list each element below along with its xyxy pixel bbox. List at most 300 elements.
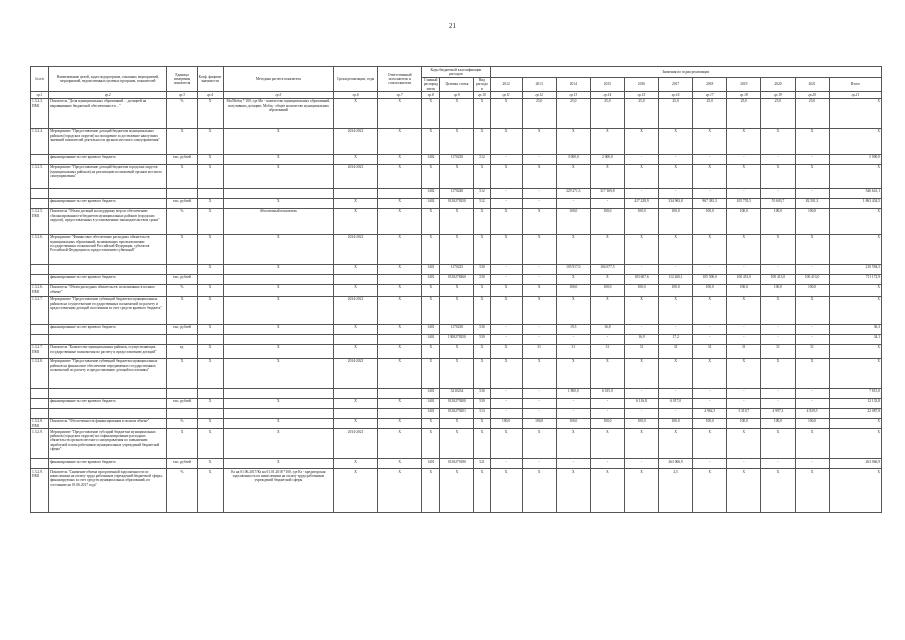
row-kbk-gr: 1402: [422, 188, 440, 198]
row-num: [31, 264, 49, 274]
column-number: гр.5: [223, 92, 333, 98]
row-year-value: -: [761, 398, 795, 408]
table-row: [31, 469, 882, 513]
row-method: Х: [223, 418, 333, 429]
column-number: гр.12: [522, 92, 556, 98]
row-year-value: Х: [659, 429, 693, 459]
row-year-value: -: [556, 408, 590, 418]
row-year-value: 4 962,5: [693, 408, 727, 418]
row-year-value: -: [522, 198, 556, 208]
row-kbk-gr: Х: [422, 358, 440, 388]
row-term: Х: [334, 198, 378, 208]
row-num: 1.3.2.8.: [31, 358, 49, 388]
row-year-value: Х: [761, 164, 795, 188]
column-number: гр.10: [474, 92, 490, 98]
header-kbk-cs: Целевая статья: [440, 77, 474, 92]
row-coef: Х: [197, 469, 223, 513]
table-row: [31, 208, 882, 234]
row-year-value: 5 310,7: [727, 408, 761, 418]
row-year-value: 100,0: [556, 418, 590, 429]
row-kbk-vr: 530: [474, 264, 490, 274]
row-year-value: 25,0: [727, 98, 761, 128]
row-resp: Х: [378, 154, 422, 164]
row-resp: Х: [378, 284, 422, 296]
row-year-value: 100,0: [659, 208, 693, 234]
row-total: 5 000,0: [829, 154, 881, 164]
row-term: Х: [334, 208, 378, 234]
row-year-value: 100,0: [659, 284, 693, 296]
row-kbk-cs: Х: [440, 344, 474, 358]
row-kbk-vr: 530: [474, 324, 490, 334]
row-unit: %: [167, 208, 197, 234]
row-method: Х: [223, 459, 333, 469]
row-year-value: 2 000,0: [590, 154, 624, 164]
row-kbk-vr: Х: [474, 234, 490, 264]
row-year-value: -: [590, 408, 624, 418]
row-num: [31, 188, 49, 198]
row-unit: Х: [167, 296, 197, 324]
row-year-value: -: [624, 154, 658, 164]
row-year-value: 100,0: [590, 284, 624, 296]
column-number: гр.6: [334, 92, 378, 98]
row-year-value: -: [624, 264, 658, 274]
row-coef: Х: [197, 358, 223, 388]
row-coef: Х: [197, 234, 223, 264]
row-total: 263 066,9: [829, 459, 881, 469]
row-kbk-gr: 1401: [422, 398, 440, 408]
row-year-value: 100,0: [795, 208, 829, 234]
row-name: Мероприятие "Предоставление дотаций бюджетам муниципальных районов (городских округов) на поощрение за достижение наилучших значений показателей деятельности органов местного самоуправления": [49, 128, 167, 154]
row-year-value: Х: [727, 429, 761, 459]
column-number: гр.19: [761, 92, 795, 98]
row-year-value: -: [590, 198, 624, 208]
row-method: Х: [223, 358, 333, 388]
row-year-value: 100,0: [727, 418, 761, 429]
header-row: [31, 67, 882, 78]
row-year-value: -: [522, 334, 556, 344]
row-name: финансирование за счет краевого бюджета: [49, 398, 167, 408]
row-term: Х: [334, 264, 378, 274]
row-coef: Х: [197, 264, 223, 274]
row-resp: Х: [378, 429, 422, 459]
row-num: [31, 154, 49, 164]
row-resp: [378, 388, 422, 398]
row-total: 546 641,1: [829, 188, 881, 198]
row-num: 1.3.2.6. ПМ1: [31, 284, 49, 296]
row-year-value: -: [522, 398, 556, 408]
row-year-value: -: [761, 459, 795, 469]
row-resp: Х: [378, 418, 422, 429]
row-term: Х: [334, 344, 378, 358]
row-kbk-gr: Х: [422, 164, 440, 188]
row-term: [334, 334, 378, 344]
row-year-value: Х: [522, 284, 556, 296]
row-total: 1 863 434,5: [829, 198, 881, 208]
row-year-value: 25,0: [590, 98, 624, 128]
row-year-value: -: [795, 324, 829, 334]
row-unit: %: [167, 418, 197, 429]
header-year: 2018: [693, 77, 727, 92]
row-year-value: Х: [490, 296, 522, 324]
row-coef: Х: [197, 398, 223, 408]
header-coef: Коэф. фициент значимости: [197, 67, 223, 92]
row-year-value: -: [795, 398, 829, 408]
row-kbk-cs: Х: [440, 284, 474, 296]
row-year-value: Х: [490, 469, 522, 513]
table-row: [31, 398, 882, 408]
row-kbk-vr: 512: [474, 154, 490, 164]
row-coef: [197, 274, 223, 284]
row-unit: тыс. рублей: [167, 459, 197, 469]
row-year-value: Х: [590, 274, 624, 284]
row-term: [334, 188, 378, 198]
row-year-value: -: [693, 459, 727, 469]
row-year-value: -: [556, 334, 590, 344]
header-year: 2017: [659, 77, 693, 92]
row-year-value: Х: [761, 358, 795, 388]
row-unit: Х: [167, 164, 197, 188]
row-year-value: Х: [761, 234, 795, 264]
row-year-value: -: [556, 398, 590, 408]
row-year-value: -: [556, 198, 590, 208]
row-year-value: 100 413,0: [795, 274, 829, 284]
header-total: Итого: [829, 77, 881, 92]
row-kbk-gr: 1401: [422, 274, 440, 284]
row-resp: Х: [378, 344, 422, 358]
row-term: 2014-2021: [334, 164, 378, 188]
row-year-value: 100,0: [490, 418, 522, 429]
row-year-value: -: [590, 334, 624, 344]
row-total: Х: [829, 296, 881, 324]
row-year-value: -: [727, 388, 761, 398]
row-coef: [197, 408, 223, 418]
column-number: гр.9: [440, 92, 474, 98]
row-year-value: Х: [795, 296, 829, 324]
row-resp: Х: [378, 296, 422, 324]
row-year-value: Х: [659, 164, 693, 188]
table-row: [31, 274, 882, 284]
row-year-value: 25,0: [795, 98, 829, 128]
row-year-value: 100,0: [522, 418, 556, 429]
row-resp: [378, 274, 422, 284]
row-year-value: 104 677,5: [590, 264, 624, 274]
row-year-value: Х: [556, 128, 590, 154]
row-year-value: -: [795, 459, 829, 469]
row-kbk-cs: 0130279201: [440, 408, 474, 418]
row-year-value: Х: [490, 208, 522, 234]
row-total: Х: [829, 358, 881, 388]
row-num: 1.3.2.7.: [31, 296, 49, 324]
row-year-value: Х: [624, 296, 658, 324]
row-method: Х: [223, 324, 333, 334]
indicators-table: [30, 66, 882, 513]
header-method: Методика расчета показателя: [223, 67, 333, 92]
row-year-value: 16,8: [590, 324, 624, 334]
row-year-value: 31: [624, 344, 658, 358]
row-year-value: -: [490, 274, 522, 284]
row-year-value: 100,0: [693, 208, 727, 234]
row-year-value: Х: [693, 429, 727, 459]
header-year: 2016: [624, 77, 658, 92]
row-year-value: Х: [522, 164, 556, 188]
row-num: [31, 324, 49, 334]
row-year-value: Х: [659, 358, 693, 388]
row-coef: Х: [197, 98, 223, 128]
row-name: [49, 264, 167, 274]
header-kbk-gr: Главный распорядитель: [422, 77, 440, 92]
row-kbk-gr: Х: [422, 128, 440, 154]
row-term: [334, 408, 378, 418]
row-kbk-vr: 521: [474, 459, 490, 469]
row-year-value: -: [761, 388, 795, 398]
row-resp: Х: [378, 234, 422, 264]
row-kbk-gr: 1401: [422, 459, 440, 469]
row-year-value: 25,0: [624, 98, 658, 128]
row-kbk-cs: Х: [440, 98, 474, 128]
row-name: финансирование за счет краевого бюджета: [49, 274, 167, 284]
row-year-value: 100,0: [624, 418, 658, 429]
header-unit: Единица измерения показателя: [167, 67, 197, 92]
row-year-value: 100,0: [693, 418, 727, 429]
row-year-value: 17,2: [659, 334, 693, 344]
row-year-value: Х: [522, 128, 556, 154]
table-row: [31, 358, 882, 388]
table-row: [31, 296, 882, 324]
row-method: Х: [223, 284, 333, 296]
row-kbk-vr: 530: [474, 398, 490, 408]
header-year: 2015: [590, 77, 624, 92]
row-year-value: -: [490, 388, 522, 398]
row-year-value: 25,0: [761, 98, 795, 128]
row-year-value: 31: [522, 344, 556, 358]
row-year-value: 25,0: [659, 98, 693, 128]
row-kbk-cs: 0130279250: [440, 198, 474, 208]
row-year-value: 100 451,0: [727, 274, 761, 284]
row-coef: Х: [197, 154, 223, 164]
row-year-value: 31: [590, 344, 624, 358]
row-total: 12 133,8: [829, 398, 881, 408]
row-year-value: -: [693, 264, 727, 274]
column-number: гр.11: [490, 92, 522, 98]
row-year-value: 100,0: [693, 284, 727, 296]
row-total: Х: [829, 284, 881, 296]
row-kbk-gr: Х: [422, 98, 440, 128]
row-year-value: -: [727, 154, 761, 164]
row-num: [31, 388, 49, 398]
row-name: [49, 188, 167, 198]
row-term: Х: [334, 418, 378, 429]
row-kbk-gr: 1401: [422, 388, 440, 398]
row-year-value: 31: [795, 344, 829, 358]
row-year-value: -: [693, 334, 727, 344]
row-method: Кз на 01.06.2017/Кз на 01.01.2018 *100, где Кз - кредиторская задолженность по начислениям на оплату труда работников учреждений бюджетной сферы: [223, 469, 333, 513]
row-year-value: Х: [624, 429, 658, 459]
row-year-value: Х: [795, 164, 829, 188]
row-total: Х: [829, 429, 881, 459]
row-year-value: 100,0: [795, 418, 829, 429]
row-year-value: -: [556, 459, 590, 469]
header-term: Сроки реализации, годы: [334, 67, 378, 92]
column-number: гр.8: [422, 92, 440, 98]
row-term: Х: [334, 154, 378, 164]
header-kbk-vr: Вид расходов: [474, 77, 490, 92]
row-year-value: -: [490, 264, 522, 274]
row-kbk-cs: 1300279250: [440, 334, 474, 344]
row-year-value: Х: [522, 429, 556, 459]
table-row: [31, 154, 882, 164]
row-year-value: Х: [761, 296, 795, 324]
row-year-value: Х: [556, 469, 590, 513]
row-name: Показатель "Объем дотаций на поддержку мер по обеспечению сбалансированности бюджетов муниципальных районов (городских округов), предоставленных в установленные законодательством сроки": [49, 208, 167, 234]
row-kbk-vr: 512: [474, 188, 490, 198]
row-term: 2014-2021: [334, 358, 378, 388]
row-year-value: -: [659, 264, 693, 274]
row-name: Мероприятие "Предоставление дотаций бюджетам городских округов (муниципальных районов) на реализацию полномочий органов местного самоуправления": [49, 164, 167, 188]
row-name: [49, 388, 167, 398]
row-year-value: -: [693, 154, 727, 164]
row-method: Мо/Мобщ * 100, где Мо - количество муниципальных образований, получивших дотацию; Мобщ - общее количество муниципальных образований: [223, 98, 333, 128]
row-term: Х: [334, 398, 378, 408]
row-year-value: Х: [795, 358, 829, 388]
row-year-value: Х: [727, 358, 761, 388]
row-year-value: -: [693, 324, 727, 334]
row-method: [223, 408, 333, 418]
row-kbk-vr: 530: [474, 388, 490, 398]
row-total: Х: [829, 164, 881, 188]
page-number: 21: [449, 22, 456, 30]
row-year-value: Х: [490, 128, 522, 154]
table-row: [31, 98, 882, 128]
row-num: 1.3.2.9. ПМ1: [31, 469, 49, 513]
row-num: [31, 408, 49, 418]
row-name: Мероприятие "Предоставление субвенций бюджетам муниципальных районов на осуществление государственных полномочий по расчету и предоставлению дотаций поселениям за счет средств краевого бюджета": [49, 296, 167, 324]
header-year: 2013: [522, 77, 556, 92]
row-method: Х: [223, 264, 333, 274]
column-number: гр.3: [167, 92, 197, 98]
row-unit: Х: [167, 128, 197, 154]
header-resp: Ответственный исполнитель и соисполнители: [378, 67, 422, 92]
row-year-value: Х: [795, 128, 829, 154]
row-kbk-gr: 1401: [422, 324, 440, 334]
row-year-value: 82 501,3: [795, 198, 829, 208]
row-year-value: 6 116,8: [624, 398, 658, 408]
row-kbk-cs: Х: [440, 469, 474, 513]
row-resp: Х: [378, 98, 422, 128]
row-year-value: Х: [556, 296, 590, 324]
row-year-value: Х: [490, 344, 522, 358]
row-year-value: -: [590, 398, 624, 408]
header-year: 2014: [556, 77, 590, 92]
row-year-value: 100,0: [624, 208, 658, 234]
row-total: 210 594,5: [829, 264, 881, 274]
row-num: 1.3.2.8. ПМ1: [31, 418, 49, 429]
row-kbk-vr: Х: [474, 284, 490, 296]
row-kbk-cs: 1170230: [440, 324, 474, 334]
row-year-value: Х: [590, 296, 624, 324]
row-kbk-vr: Х: [474, 358, 490, 388]
row-kbk-gr: Х: [422, 429, 440, 459]
row-year-value: 1 800,0: [556, 388, 590, 398]
row-year-value: -: [795, 334, 829, 344]
row-year-value: 25,0: [556, 98, 590, 128]
row-name: финансирование за счет краевого бюджета: [49, 198, 167, 208]
row-name: Показатель "Количество муниципальных районов, осуществляющих государственные полномочия по расчету и предоставлению дотаций": [49, 344, 167, 358]
column-number: гр.17: [693, 92, 727, 98]
row-year-value: Х: [761, 429, 795, 459]
row-year-value: Х: [624, 358, 658, 388]
column-number: гр.7: [378, 92, 422, 98]
row-year-value: -: [761, 334, 795, 344]
row-method: Х: [223, 128, 333, 154]
row-term: Х: [334, 324, 378, 334]
row-year-value: 31: [659, 344, 693, 358]
row-year-value: Х: [522, 234, 556, 264]
row-term: Х: [334, 284, 378, 296]
row-year-value: -: [727, 334, 761, 344]
row-year-value: Х: [490, 164, 522, 188]
row-year-value: -: [659, 408, 693, 418]
row-kbk-cs: 0130278260: [440, 274, 474, 284]
row-total: Х: [829, 344, 881, 358]
row-kbk-vr: Х: [474, 418, 490, 429]
row-coef: Х: [197, 459, 223, 469]
row-resp: Х: [378, 264, 422, 274]
row-name: [49, 408, 167, 418]
row-kbk-vr: Х: [474, 429, 490, 459]
row-kbk-gr: 1401: [422, 334, 440, 344]
row-method: Х: [223, 296, 333, 324]
row-year-value: Х: [556, 429, 590, 459]
row-total: 34,1: [829, 334, 881, 344]
table-row: [31, 408, 882, 418]
row-year-value: Х: [490, 358, 522, 388]
row-num: 1.3.2.3. ПМ1: [31, 98, 49, 128]
row-num: 1.3.2.5.: [31, 164, 49, 188]
table-row: [31, 128, 882, 154]
row-year-value: Х: [590, 128, 624, 154]
row-year-value: Х: [522, 296, 556, 324]
row-year-value: -: [522, 274, 556, 284]
row-coef: Х: [197, 418, 223, 429]
row-year-value: -: [795, 188, 829, 198]
row-year-value: -: [693, 398, 727, 408]
column-number: гр.14: [590, 92, 624, 98]
row-num: [31, 398, 49, 408]
column-number: гр.4: [197, 92, 223, 98]
row-year-value: -: [795, 388, 829, 398]
row-term: Х: [334, 98, 378, 128]
row-year-value: Х: [693, 358, 727, 388]
row-unit: тыс. рублей: [167, 274, 197, 284]
column-number: гр.1: [31, 92, 49, 98]
row-kbk-vr: Х: [474, 98, 490, 128]
row-year-value: 112 260,1: [659, 274, 693, 284]
row-name: Мероприятие "Предоставление субсидий бюджетам муниципальных районов (городских округов) на софинансирование расходных обязательств органов местного самоуправления по повышению заработной платы работников муниципальных учреждений бюджетной сферы": [49, 429, 167, 459]
row-year-value: -: [795, 264, 829, 274]
column-number: гр.21: [829, 92, 881, 98]
row-total: Х: [829, 418, 881, 429]
row-unit: %: [167, 284, 197, 296]
row-kbk-cs: 0130279180: [440, 459, 474, 469]
row-year-value: 100,0: [761, 418, 795, 429]
row-year-value: Х: [490, 234, 522, 264]
row-year-value: 100 413,0: [761, 274, 795, 284]
row-unit: %: [167, 469, 197, 513]
table-row: [31, 198, 882, 208]
row-unit: [167, 188, 197, 198]
row-year-value: Х: [727, 234, 761, 264]
row-year-value: Х: [761, 469, 795, 513]
